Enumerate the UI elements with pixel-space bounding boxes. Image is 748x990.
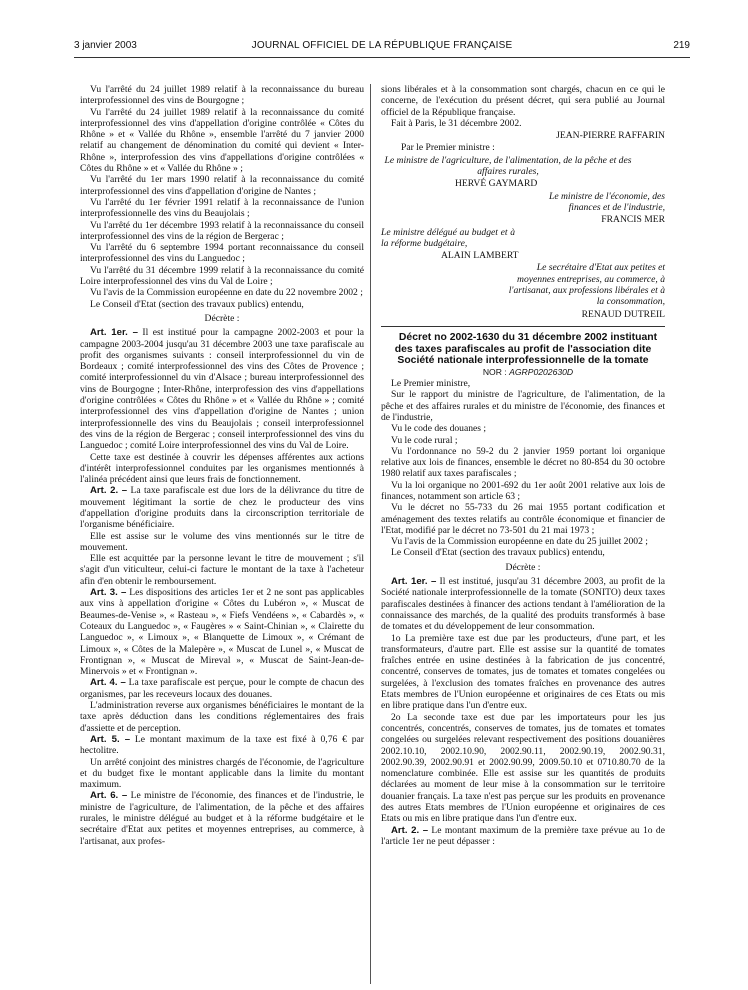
article-text: Il est institué pour la campagne 2002-2003 et pour la campagne 2003-2004 jusqu'au 31 décembre 2003 une taxe parafiscale au profit des organismes suivants : conseil interprofessionnel du vin de Bordeaux ; comité interprofessionnel des vins des Côtes de Provence ; comité interprofessionnel du vin d'Alsace ; bureau interprofessionnel des vins de Bourgogne ; Inter-Rhône, interprofession des vins d'appellations d'origine contrôlées « Côtes du Rhône » et « Vallée du Rhône » ; comité interprofessionnel des vins d'appellation d'origine de Nantes ; union interprofessionnelle des vins du Beaujolais ; conseil interprofessionnel des vins de la région de Bergerac ; conseil interprofessionnel des vins du Languedoc ; comité Loire interprofessionnel des vins du Val de Loire. [80,327,365,452]
visa-paragraph: Vu l'arrêté du 31 décembre 1999 relatif à la reconnaissance du comité Loire interprofessionnel des vins du Val de Loire ; [80,264,364,288]
visa-paragraph: Vu l'arrêté du 6 septembre 1994 portant reconnaissance du conseil interprofessionnel des vins du Languedoc ; [80,242,364,265]
visa-paragraph: Vu l'avis de la Commission européenne en date du 22 novembre 2002 ; [90,287,363,299]
minister-economy-title: Le ministre de l'économie, des finances et de l'industrie, [549,190,665,213]
preamble-paragraph: Vu l'ordonnance no 59-2 du 2 janvier 1959 portant loi organique relative aux lois de finances, ensemble le décret no 80-854 du 30 octobre 1980 relatif aux taxes parafiscales ; [381,445,665,480]
preamble-paragraph: Le Premier ministre, [391,378,471,390]
article-label: Art. 1er. – [391,576,437,588]
article-label: Art. 3. – [90,587,127,599]
preamble-paragraph: Le Conseil d'Etat (section des travaux publics) entendu, [391,547,605,559]
minister-budget-title: Le ministre délégué au budget et à la réforme budgétaire, [381,226,515,249]
article-text: Le montant maximum de la taxe est fixé à 0,76 € par hectolitre. [80,733,364,757]
decrete-heading: Décrète : [204,312,240,324]
article-paragraph: L'administration reverse aux organismes bénéficiaires le montant de la taxe après déduction dans les conditions réglementaires des frais d'assiette et de perception. [80,700,364,734]
article-paragraph [381,825,665,848]
continuation-paragraph: sions libérales et à la consommation sont chargés, chacun en ce qui le concerne, de l'exécution du présent décret, qui sera publié au Journal officiel de la République française. [381,84,665,118]
article-label: Art. 2. – [90,485,128,497]
article-text: La taxe parafiscale est perçue, pour le compte de chacun des organismes, par les receveurs locaux des douanes. [80,677,364,700]
article-label: Art. 2. – [391,824,429,836]
visa-paragraph: Vu l'arrêté du 1er décembre 1993 relatif à la reconnaissance du conseil interprofessionnel des vins de la région de Bergerac ; [80,219,364,242]
article-paragraph [80,677,364,700]
article-paragraph [80,790,364,846]
article-paragraph [80,485,364,530]
article-text: Le ministre de l'économie, des finances et de l'industrie, le ministre de l'agriculture, de l'alimentation, de la pêche et des affaires rurales, le ministre délégué au budget et à la réforme budgétaire et le secrétaire d'Etat aux petites et moyennes entreprises, au commerce, à l'artisanat, aux profes- [80,790,364,847]
article-paragraph [80,734,364,757]
article-text: Il est institué, jusqu'au 31 décembre 2003, au profit de la Société nationale interprofessionnelle de la tomate (SONITO) deux taxes parafiscales destinées à financer des actions tendant à l'amélioration de la connaissance des marchés, de la qualité des produits transformés à base de tomates et du développement de leur consommation. [381,576,665,633]
article-paragraph: Elle est assise sur le volume des vins mentionnés sur le titre de mouvement. [80,530,364,553]
header-rule [74,57,690,58]
minister-agriculture-title: Le ministre de l'agriculture, de l'alimentation, de la pêche et des affaires rurales, [384,154,632,178]
minister-budget-name: ALAIN LAMBERT [441,250,519,262]
visa-paragraph: Vu l'arrêté du 1er mars 1990 relatif à la reconnaissance du comité interprofessionnel des vins d'appellation d'origine de Nantes ; [80,174,364,197]
article-label: Art. 1er. – [90,327,138,339]
issue-date: 3 janvier 2003 [74,40,137,51]
section-rule [381,326,665,327]
article-label: Art. 5. – [90,733,131,745]
preamble-paragraph: Vu l'avis de la Commission européenne en date du 25 juillet 2002 ; [391,536,648,548]
right-column [381,84,665,847]
preamble-paragraph: Vu le code des douanes ; [391,423,487,435]
article-text: La taxe parafiscale est due lors de la délivrance du titre de mouvement légitimant la sortie de chez le producteur des vins d'appellation d'origine produits dans la circonscription territoriale de l'organisme bénéficiaire. [80,485,364,531]
left-column [80,84,364,847]
par-le-premier-ministre: Par le Premier ministre : [401,142,495,154]
secretary-name: RENAUD DUTREIL [581,308,665,320]
preamble-paragraph: Vu le décret no 55-733 du 26 mai 1955 portant codification et aménagement des textes relatifs au contrôle économique et financier de l'Etat, modifié par le décret no 73-501 du 21 mai 1973 ; [381,502,665,536]
article-paragraph: Un arrêté conjoint des ministres chargés de l'économie, de l'agriculture et du budget fixe le montant applicable dans la limite du montant maximum. [80,756,364,791]
nor-code: AGRP0202630D [509,366,574,377]
article-paragraph: Cette taxe est destinée à couvrir les dépenses afférentes aux actions d'intérêt interprofessionnel conduites par les organismes mentionnés à l'alinéa précédent ainsi que leurs frais de fonctionnement. [80,451,364,486]
article-paragraph: Elle est acquittée par la personne levant le titre de mouvement ; s'il s'agit d'un viticulteur, celui-ci facture le montant de la taxe à l'acheteur afin d'en obtenir le remboursement. [80,553,364,587]
page-number: 219 [673,40,690,51]
article-paragraph [381,576,665,632]
signatory-name: JEAN-PIERRE RAFFARIN [556,130,665,142]
decree-title: Décret no 2002-1630 du 31 décembre 2002 instituant des taxes parafiscales au profit de l'association dite Société nationale interprofessionnelle de la tomate [394,331,658,367]
article-label: Art. 6. – [90,790,128,802]
article-paragraph: 2o La seconde taxe est due par les importateurs pour les jus concentrés, concentrés, conserves de tomates, jus de tomates et tomates congelées ou surgelées relevant respectivement des positions douanières 2002.10.10, 2002.10.90, 2002.90.11, 2002.90.19, 2002.90.31, 2002.90.39, 2002.90.91 et 2002.90.99, 2009.50.10 et 0710.80.70 de la nomenclature combinée. Elle est assise sur les quantités de produits déclarées au moment de leur mise à la consommation sur le territoire douanier français. La taxe n'est pas perçue sur les produits en provenance des autres Etats membres de l'Union européenne et originaires de ces Etats ou mis en libre pratique dans l'un d'entre eux. [381,711,665,825]
visa-paragraph: Le Conseil d'Etat (section des travaux publics) entendu, [90,298,304,310]
visa-paragraph: Vu l'arrêté du 1er février 1991 relatif à la reconnaissance de l'union interprofessionnelle des vins du Beaujolais ; [80,196,364,220]
article-paragraph [80,327,364,451]
preamble-paragraph: Vu la loi organique no 2001-692 du 1er août 2001 relative aux lois de finances, notamment son article 63 ; [381,479,665,502]
preamble-paragraph: Sur le rapport du ministre de l'agriculture, de l'alimentation, de la pêche et des affaires rurales et du ministre de l'économie, des finances et de l'industrie, [381,389,665,423]
minister-economy-name: FRANCIS MER [601,214,665,226]
column-separator [370,84,371,984]
nor-label: NOR : [482,366,507,377]
decrete-heading: Décrète : [505,561,541,573]
article-label: Art. 4. – [90,677,126,689]
journal-title: JOURNAL OFFICIEL DE LA RÉPUBLIQUE FRANÇAISE [251,40,513,51]
preamble-paragraph: Vu le code rural ; [391,434,458,446]
visa-paragraph: Vu l'arrêté du 24 juillet 1989 relatif à la reconnaissance du comité interprofessionnel des vins d'appellation d'origine contrôlée « Côtes du Rhône » et « Vallée du Rhône », ensemble l'arrêté du 7 janvier 2000 relatif au changement de dénomination du comité qui devient « Inter-Rhône », interprofession des vins d'appellations d'origine contrôlées « Côtes du Rhône » et « Vallée du Rhône » ; [80,106,364,175]
minister-agriculture-name: HERVÉ GAYMARD [455,178,538,190]
article-text: Les dispositions des articles 1er et 2 ne sont pas applicables aux vins à appellation d'origine « Côtes du Lubéron », « Muscat de Beaumes-de-Venise », « Rasteau », « Fiefs Vendéens », « Cabardès », « Coteaux du Languedoc », « Faugères » « Saint-Chinian », « Clairette du Languedoc », « Limoux », « Blanquette de Limoux », « Crémant de Limoux », « Côtes de la Malepère », « Muscat de Lunel », « Muscat de Frontignan », « Muscat de Mireval », « Muscat de Saint-Jean-de-Minervois » et « Frontignan ». [80,587,364,678]
visa-paragraph: Vu l'arrêté du 24 juillet 1989 relatif à la reconnaissance du bureau interprofessionnel des vins de Bourgogne ; [80,84,364,107]
secretary-title: Le secrétaire d'Etat aux petites et moyennes entreprises, au commerce, à l'artisanat, aux professions libérales et à la consommation, [508,262,665,308]
done-at: Fait à Paris, le 31 décembre 2002. [391,117,522,129]
article-text: Le montant maximum de la première taxe prévue au 1o de l'article 1er ne peut dépasser : [381,824,665,847]
page-header [74,40,690,54]
article-paragraph: 1o La première taxe est due par les producteurs, d'une part, et les transformateurs, d'autre part. Elle est assise sur la quantité de tomates fraîches entrée en usine destinées à la fabrication de jus concentré, concentré, conserves de tomates, jus de tomates et tomates congelées ou surgelées, à l'exclusion des tomates fraîches en provenance des autres Etats membres de l'Union européenne et originaires de ces Etats ou mis en libre pratique dans l'un d'entre eux. [381,632,665,712]
article-paragraph [80,587,364,677]
nor-reference [381,367,665,378]
